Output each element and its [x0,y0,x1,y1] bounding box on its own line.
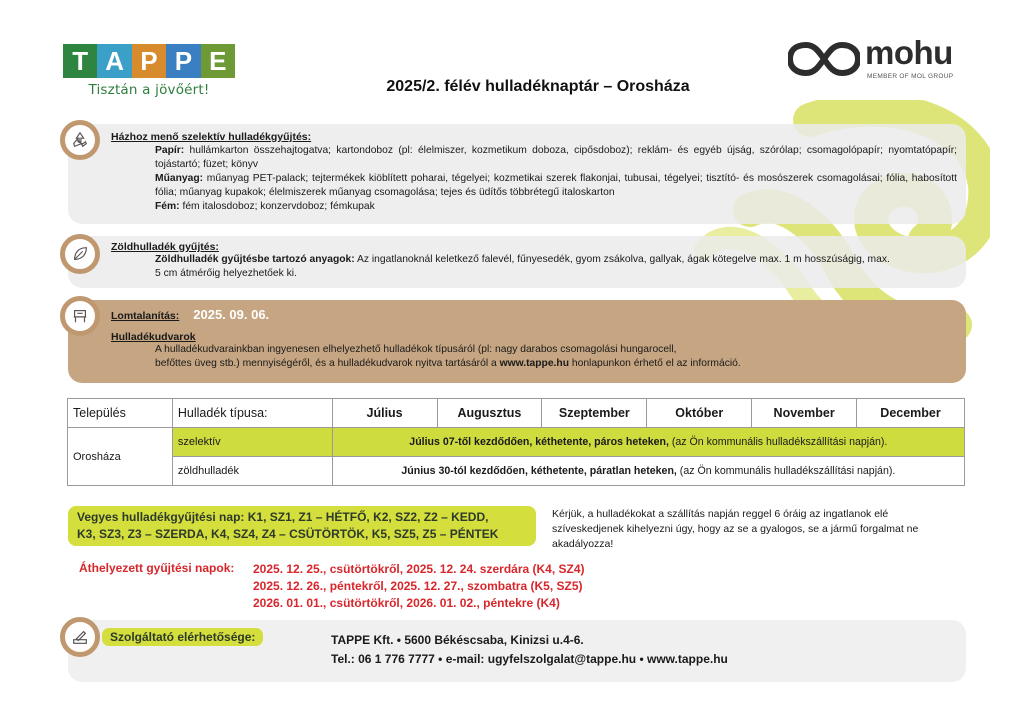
schedule-bold: Június 30-tól kezdődően, kéthetente, páratlan heteken, [401,465,677,477]
yards-body [111,343,951,371]
header-month: November [752,399,857,428]
bulky-badge [60,296,100,336]
mohu-logo [788,34,968,82]
tappe-letters [63,44,235,78]
tappe-letter: T [63,44,97,78]
tappe-letter: E [201,44,235,78]
plastic-text: műanyag PET-palack; tejtermékek kiöblített poharai, tégelyei; kozmetikai szerek flakonjai, tubusai, tégelyei; tisztító- és mosószerek csomagolásai; fólia, habosított fólia; műanyag kupakok; élelmiszerek műanyag csomagolása; tejes és üdítős többrétegű italoskarton [155,173,957,198]
yards-line2 [155,357,951,371]
green-text: Az ingatlanoknál keletkező falevél, fűnyesedék, gyom zsákolva, gallyak, ágak kötegelve max. 1 m hosszúságig, max. 5 cm átmérőig helyezhetőek ki. [155,254,890,279]
metal-line [155,200,957,214]
tappe-letter: A [97,44,131,78]
mohu-infinity-icon [788,40,860,78]
mixed-line1: Vegyes hulladékgyűjtési nap: K1, SZ1, Z1 – HÉTFŐ, K2, SZ2, Z2 – KEDD, [77,510,489,524]
selective-body [111,144,957,214]
table-header-row [68,399,965,428]
green-label: Zöldhulladék gyűjtésbe tartozó anyagok: [155,254,355,265]
green-content [111,241,891,281]
schedule-cell [332,457,964,486]
plastic-line [155,172,957,200]
contact-phone-email[interactable]: Tel.: 06 1 776 7777 • e-mail: ugyfelszolgalat@tappe.hu • www.tappe.hu [331,652,728,666]
recycle-icon [71,131,89,149]
schedule-table [67,398,965,486]
moved-days-label: Áthelyezett gyűjtési napok: [79,561,235,575]
pen-icon [71,628,89,646]
contact-address: TAPPE Kft. • 5600 Békéscsaba, Kinizsi u.4-6. [331,633,584,647]
mohu-wordmark: mohu [865,34,953,71]
bulky-content [111,307,951,371]
moved-day-line: 2025. 12. 26., péntekről, 2025. 12. 27., szombatra (K5, SZ5) [253,579,583,593]
tappe-slogan: Tisztán a jövőért! [88,82,210,98]
yards-line2b: honlapunkon érhető el az információ. [569,358,741,369]
moved-day-line: 2025. 12. 25., csütörtökről, 2025. 12. 24. szerdára (K4, SZ4) [253,562,585,576]
bulky-heading [111,307,951,322]
moved-days-list [253,561,585,612]
type-cell: zöldhulladék [172,457,332,486]
table-row-selective [68,428,965,457]
paper-text: hullámkarton összehajtogatva; kartondoboz (pl: élelmiszer, kozmetikum doboza, cipősdoboz); reklám- és egyéb újság, szórólap; csomagolópapír; nyomtatópapír; tojástartó; füzet; könyv [155,145,957,170]
header-month: Október [647,399,752,428]
contact-info [331,631,728,669]
bulky-title: Lomtalanítás: [111,310,180,322]
furniture-icon [71,307,89,325]
header-month: Július [332,399,437,428]
leaf-icon [71,245,89,263]
mohu-subtitle: MEMBER OF MOL GROUP [867,73,954,80]
mixed-waste-box [68,506,536,546]
yards-line1: A hulladékudvarainkban ingyenesen elhelyezhető hulladékok típusáról (pl: nagy darabos csomagolási hungarocell, [155,344,677,355]
mixed-line2: K3, SZ3, Z3 – SZERDA, K4, SZ4, Z4 – CSÜTÖRTÖK, K5, SZ5, Z5 – PÉNTEK [77,527,499,541]
schedule-bold: Július 07-től kezdődően, kéthetente, páros heteken, [409,436,669,448]
header-type: Hulladék típusa: [172,399,332,428]
green-body [111,253,891,281]
header-month: Augusztus [437,399,542,428]
selective-badge [60,120,100,160]
green-title: Zöldhulladék gyűjtés: [111,241,219,253]
selective-content [111,131,957,214]
plastic-label: Műanyag: [155,173,204,184]
schedule-rest: (az Ön kommunális hulladékszállítási napján). [676,465,896,477]
town-cell: Orosháza [68,428,173,486]
header-month: Szeptember [542,399,647,428]
yards-title: Hulladékudvarok [111,331,196,343]
selective-title: Házhoz menő szelektív hulladékgyűjtés: [111,131,312,143]
header-town: Település [68,399,173,428]
type-cell: szelektív [172,428,332,457]
paper-label: Papír: [155,145,185,156]
tappe-letter: P [166,44,200,78]
header-month: December [857,399,965,428]
moved-day-line: 2026. 01. 01., csütörtökről, 2026. 01. 02., péntekre (K4) [253,596,560,610]
contact-badge [60,617,100,657]
bulky-date: 2025. 09. 06. [193,307,270,322]
schedule-rest: (az Ön kommunális hulladékszállítási napján). [668,436,888,448]
page-title: 2025/2. félév hulladéknaptár – Orosháza [386,78,690,95]
contact-label: Szolgáltató elérhetősége: [102,628,263,646]
table-row-green [68,457,965,486]
notice-text: Kérjük, a hulladékokat a szállítás napján reggel 6 óráig az ingatlanok elé szíveskedjenek kihelyezni úgy, hogy az se a gyalogos, se a jármű forgalmat ne akadályozza! [552,508,919,550]
yards-url-link[interactable]: www.tappe.hu [499,358,569,369]
metal-label: Fém: [155,201,180,212]
tappe-letter: P [132,44,166,78]
paper-line [155,144,957,172]
schedule-cell [332,428,964,457]
metal-text: fém italosdoboz; konzervdoboz; fémkupak [179,201,375,212]
yards-line2a: befőttes üveg stb.) mennyiségéről, és a hulladékudvarok nyitva tartásáról a [155,358,500,369]
green-badge [60,234,100,274]
